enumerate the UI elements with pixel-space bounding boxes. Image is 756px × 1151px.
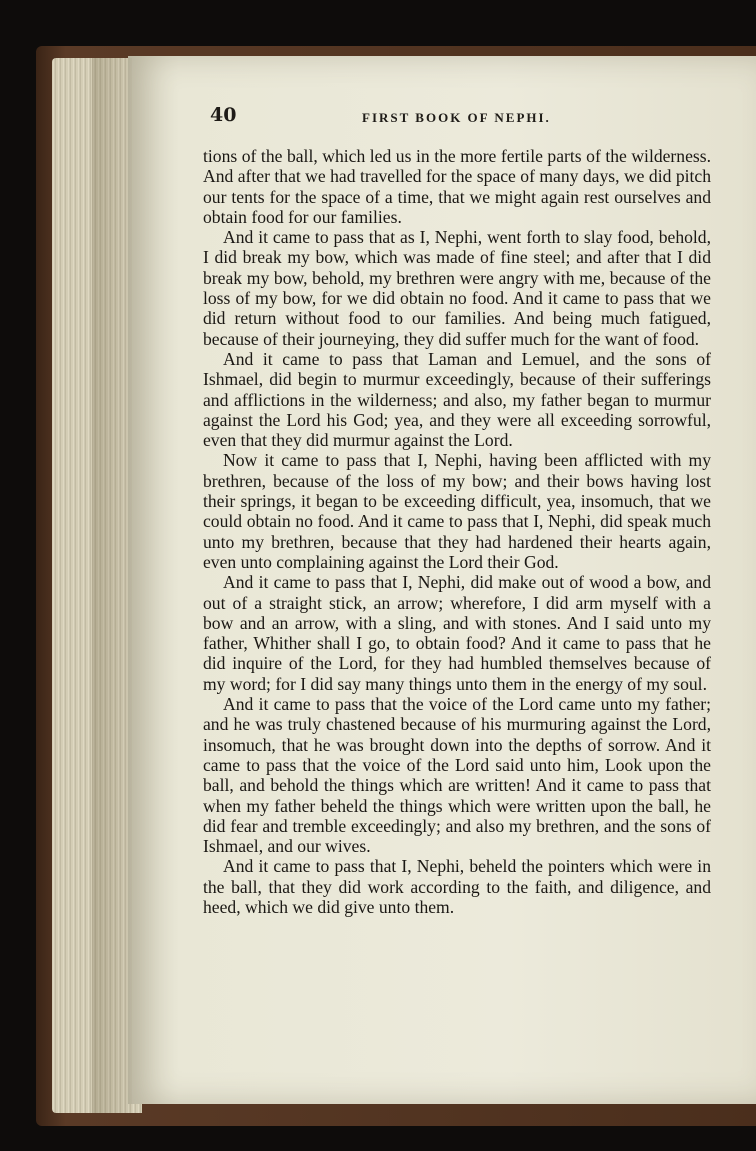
paragraph-4: Now it came to pass that I, Nephi, having been afflicted with my brethren, because of the loss of my bow; and their bows having lost their springs, it began to be exceeding difficult, yea, insomuch, that we could obtain no food. And it came to pass that I, Nephi, did speak much unto my brethren, because that they had hardened their hearts again, even unto complaining against the Lord their God. <box>203 450 711 572</box>
paragraph-2: And it came to pass that as I, Nephi, went forth to slay food, behold, I did break my bow, which was made of fine steel; and after that I did break my bow, behold, my brethren were angry with me, because of the loss of my bow, for we did obtain no food. And it came to pass that we did return without food to our families. And being much fatigued, because of their journeying, they did suffer much for the want of food. <box>203 227 711 349</box>
page-number: 40 <box>210 104 237 126</box>
body-text <box>203 146 711 917</box>
paragraph-3: And it came to pass that Laman and Lemuel, and the sons of Ishmael, did begin to murmur exceedingly, because of their sufferings and afflictions in the wilderness; and also, my father began to murmur against the Lord his God; yea, and they were all exceeding sorrowful, even that they did murmur against the Lord. <box>203 348 711 451</box>
gutter-shadow <box>92 58 132 1113</box>
paragraph-5: And it came to pass that I, Nephi, did make out of wood a bow, and out of a straight stick, an arrow; wherefore, I did arm myself with a bow and an arrow, with a sling, and with stones. And I said unto my father, Whither shall I go, to obtain food? And it came to pass that he did inquire of the Lord, for they had humbled themselves because of my word; for I did say many things unto them in the energy of my soul. <box>203 572 711 694</box>
paragraph-1: tions of the ball, which led us in the more fertile parts of the wilderness. And after that we had travelled for the space of many days, we did pitch our tents for the space of a time, that we might again rest ourselves and obtain food for our families. <box>203 146 711 227</box>
page-header <box>210 104 730 134</box>
paragraph-6: And it came to pass that the voice of the Lord came unto my father; and he was truly chastened because of his murmuring against the Lord, insomuch, that he was brought down into the depths of sorrow. And it came to pass that the voice of the Lord said unto him, Look upon the ball, and behold the things which are written! And it came to pass that when my father beheld the things which were written upon the ball, he did fear and tremble exceedingly; and also my brethren, and the sons of Ishmael, and our wives. <box>203 694 711 857</box>
running-title: FIRST BOOK OF NEPHI. <box>362 110 551 125</box>
paragraph-7: And it came to pass that I, Nephi, beheld the pointers which were in the ball, that they did work according to the faith, and diligence, and heed, which we did give unto them. <box>203 856 711 917</box>
